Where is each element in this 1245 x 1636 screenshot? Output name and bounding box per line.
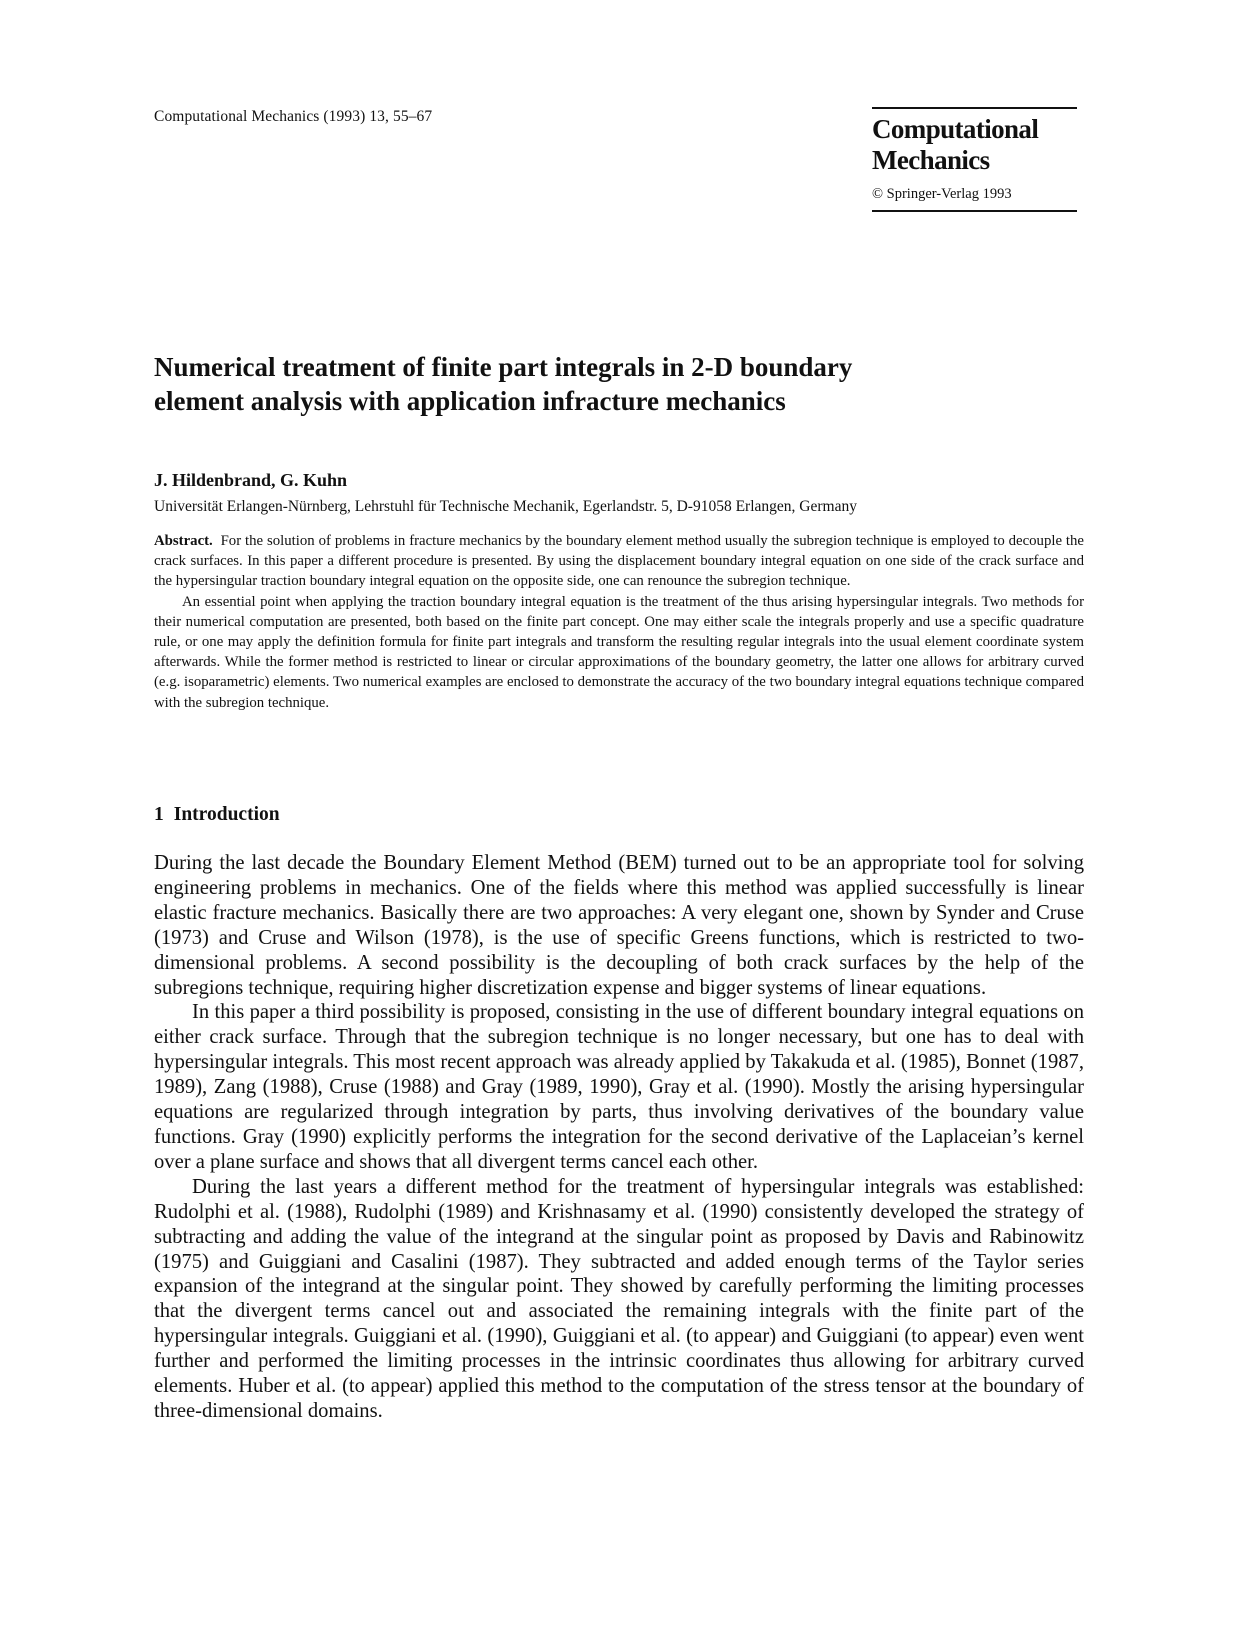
author-affiliation: Universität Erlangen-Nürnberg, Lehrstuhl für Technische Mechanik, Egerlandstr. 5, D-91058 Erlangen, Germany xyxy=(154,498,857,515)
masthead-title-line1: Computational xyxy=(872,114,1039,144)
abstract xyxy=(154,531,1084,713)
masthead-title-line2: Mechanics xyxy=(872,145,990,175)
journal-masthead xyxy=(872,107,1077,212)
masthead-top-rule xyxy=(872,107,1077,109)
masthead-title xyxy=(872,114,1077,176)
introduction-paragraph-1: During the last decade the Boundary Element Method (BEM) turned out to be an appropriate tool for solving engineering problems in mechanics. One of the fields where this method was applied successfully is linear elastic fracture mechanics. Basically there are two approaches: A very elegant one, shown by Synder and Cruse (1973) and Cruse and Wilson (1978), is the use of specific Greens functions, which is restricted to two-dimensional problems. A second possibility is the decoupling of both crack surfaces by the help of the subregions technique, requiring higher discretization expense and bigger systems of linear equations. xyxy=(154,852,1084,999)
abstract-label: Abstract. xyxy=(154,533,213,549)
article-title-line2: element analysis with application infracture mechanics xyxy=(154,386,786,416)
copyright-notice: © Springer-Verlag 1993 xyxy=(872,186,1012,202)
article-title xyxy=(154,350,1114,418)
masthead-bottom-rule xyxy=(872,210,1077,212)
section-title: Introduction xyxy=(173,804,280,825)
section-heading-introduction xyxy=(154,804,280,826)
journal-reference: Computational Mechanics (1993) 13, 55–67 xyxy=(154,108,433,125)
author-list: J. Hildenbrand, G. Kuhn xyxy=(154,470,348,490)
abstract-paragraph-2: An essential point when applying the traction boundary integral equation is the treatment of the thus arising hypersingular integrals. Two methods for their numerical computation are presented, both based on the finite part concept. One may either scale the integrals properly and use a specific quadrature rule, or one may apply the definition formula for finite part integrals and transform the resulting regular integrals into the usual element coordinate system afterwards. While the former method is restricted to linear or circular approximations of the boundary geometry, the latter one allows for arbitrary curved (e.g. isoparametric) elements. Two numerical examples are enclosed to demonstrate the accuracy of the two boundary integral equations technique compared with the subregion technique. xyxy=(154,593,1084,711)
introduction-body xyxy=(154,851,1084,1424)
introduction-paragraph-3: During the last years a different method for the treatment of hypersingular integrals was established: Rudolphi et al. (1988), Rudolphi (1989) and Krishnasamy et al. (1990) consistently developed the strategy of subtracting and adding the value of the integrand at the singular point as proposed by Davis and Rabinowitz (1975) and Guiggiani and Casalini (1987). They subtracted and added enough terms of the Taylor series expansion of the integrand at the singular point. They showed by carefully performing the limiting processes that the divergent terms cancel out and associated the remaining integrals with the finite part of the hypersingular integrals. Guiggiani et al. (1990), Guiggiani et al. (to appear) and Guiggiani (to appear) even went further and performed the limiting processes in the intrinsic coordinates thus allowing for arbitrary curved elements. Huber et al. (to appear) applied this method to the computation of the stress tensor at the boundary of three-dimensional domains. xyxy=(154,1175,1084,1422)
article-title-line1: Numerical treatment of finite part integrals in 2-D boundary xyxy=(154,352,853,382)
abstract-paragraph-1 xyxy=(154,531,1084,592)
section-number: 1 xyxy=(154,804,164,825)
introduction-paragraph-2: In this paper a third possibility is proposed, consisting in the use of different boundary integral equations on either crack surface. Through that the subregion technique is no longer necessary, but one has to deal with hypersingular integrals. This most recent approach was already applied by Takakuda et al. (1985), Bonnet (1987, 1989), Zang (1988), Cruse (1988) and Gray (1989, 1990), Gray et al. (1990). Mostly the arising hypersingular equations are regularized through integration by parts, thus involving derivatives of the boundary value functions. Gray (1990) explicitly performs the integration for the second derivative of the Laplaceian’s kernel over a plane surface and shows that all divergent terms cancel each other. xyxy=(154,1001,1084,1173)
abstract-text-1: For the solution of problems in fracture mechanics by the boundary element method usually the subregion technique is employed to decouple the crack surfaces. In this paper a different procedure is presented. By using the displacement boundary integral equation on one side of the crack surface and the hypersingular traction boundary integral equation on the opposite side, one can renounce the subregion technique. xyxy=(154,533,1085,590)
